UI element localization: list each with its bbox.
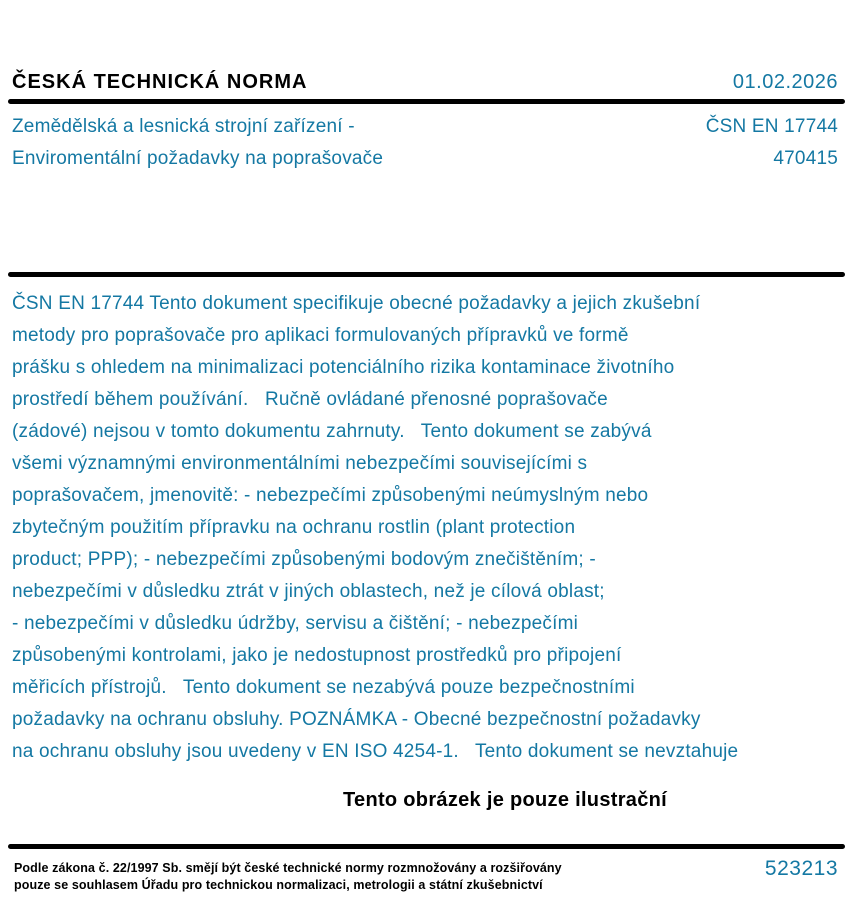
standard-title-row-1 — [12, 116, 838, 138]
footer-rule — [8, 844, 845, 849]
header — [12, 71, 838, 94]
page-title: ČESKÁ TECHNICKÁ NORMA — [12, 71, 308, 93]
standard-title-line2: Enviromentální požadavky na poprašovače — [12, 148, 384, 169]
abstract-line: (zádové) nejsou v tomto dokumentu zahrnuty. Tento dokument se zabývá — [12, 421, 652, 442]
abstract-line: ČSN EN 17744 Tento dokument specifikuje obecné požadavky a jejich zkušební — [12, 293, 701, 314]
abstract-line: způsobenými kontrolami, jako je nedostupnost prostředků pro připojení — [12, 645, 622, 666]
abstract-line: metody pro poprašovače pro aplikaci formulovaných přípravků ve formě — [12, 325, 629, 346]
footer-legal-line1: Podle zákona č. 22/1997 Sb. smějí být české technické normy rozmnožovány a rozšiřovány — [14, 861, 562, 875]
abstract-line: měřicích přístrojů. Tento dokument se nezabývá pouze bezpečnostními — [12, 677, 635, 698]
abstract-text — [12, 288, 851, 768]
abstract-rule — [8, 272, 845, 277]
abstract-line: prostředí během používání. Ručně ovládané přenosné poprašovače — [12, 389, 608, 410]
standard-title-row-2 — [12, 148, 838, 170]
abstract-line: product; PPP); - nebezpečími způsobenými bodovým znečištěním; - — [12, 549, 596, 570]
abstract-line: požadavky na ochranu obsluhy. POZNÁMKA - Obecné bezpečnostní požadavky — [12, 709, 701, 730]
footer-legal-line2: pouze se souhlasem Úřadu pro technickou normalizaci, metrologii a státní zkušebnictví — [14, 877, 543, 892]
effective-date: 01.02.2026 — [732, 71, 838, 93]
illustration-note: Tento obrázek je pouze ilustrační — [342, 789, 668, 811]
footer-legal — [14, 860, 634, 893]
order-number: 523213 — [764, 857, 838, 880]
abstract-line: zbytečným použitím přípravku na ochranu rostlin (plant protection — [12, 517, 576, 538]
abstract-line: prášku s ohledem na minimalizaci potenciálního rizika kontaminace životního — [12, 357, 675, 378]
abstract-line: nebezpečími v důsledku ztrát v jiných oblastech, než je cílová oblast; — [12, 581, 605, 602]
standard-designation: ČSN EN 17744 — [705, 116, 838, 137]
abstract-line: - nebezpečími v důsledku údržby, servisu a čištění; - nebezpečími — [12, 613, 579, 634]
standard-title-line1: Zemědělská a lesnická strojní zařízení - — [12, 116, 355, 137]
header-rule — [8, 99, 845, 104]
standard-class-code: 470415 — [773, 148, 838, 169]
abstract-line: všemi významnými environmentálními nebezpečími souvisejícími s — [12, 453, 588, 474]
abstract-line: na ochranu obsluhy jsou uvedeny v EN ISO 4254-1. Tento dokument se nevztahuje — [12, 741, 739, 762]
abstract-line: poprašovačem, jmenovitě: - nebezpečími způsobenými neúmyslným nebo — [12, 485, 649, 506]
